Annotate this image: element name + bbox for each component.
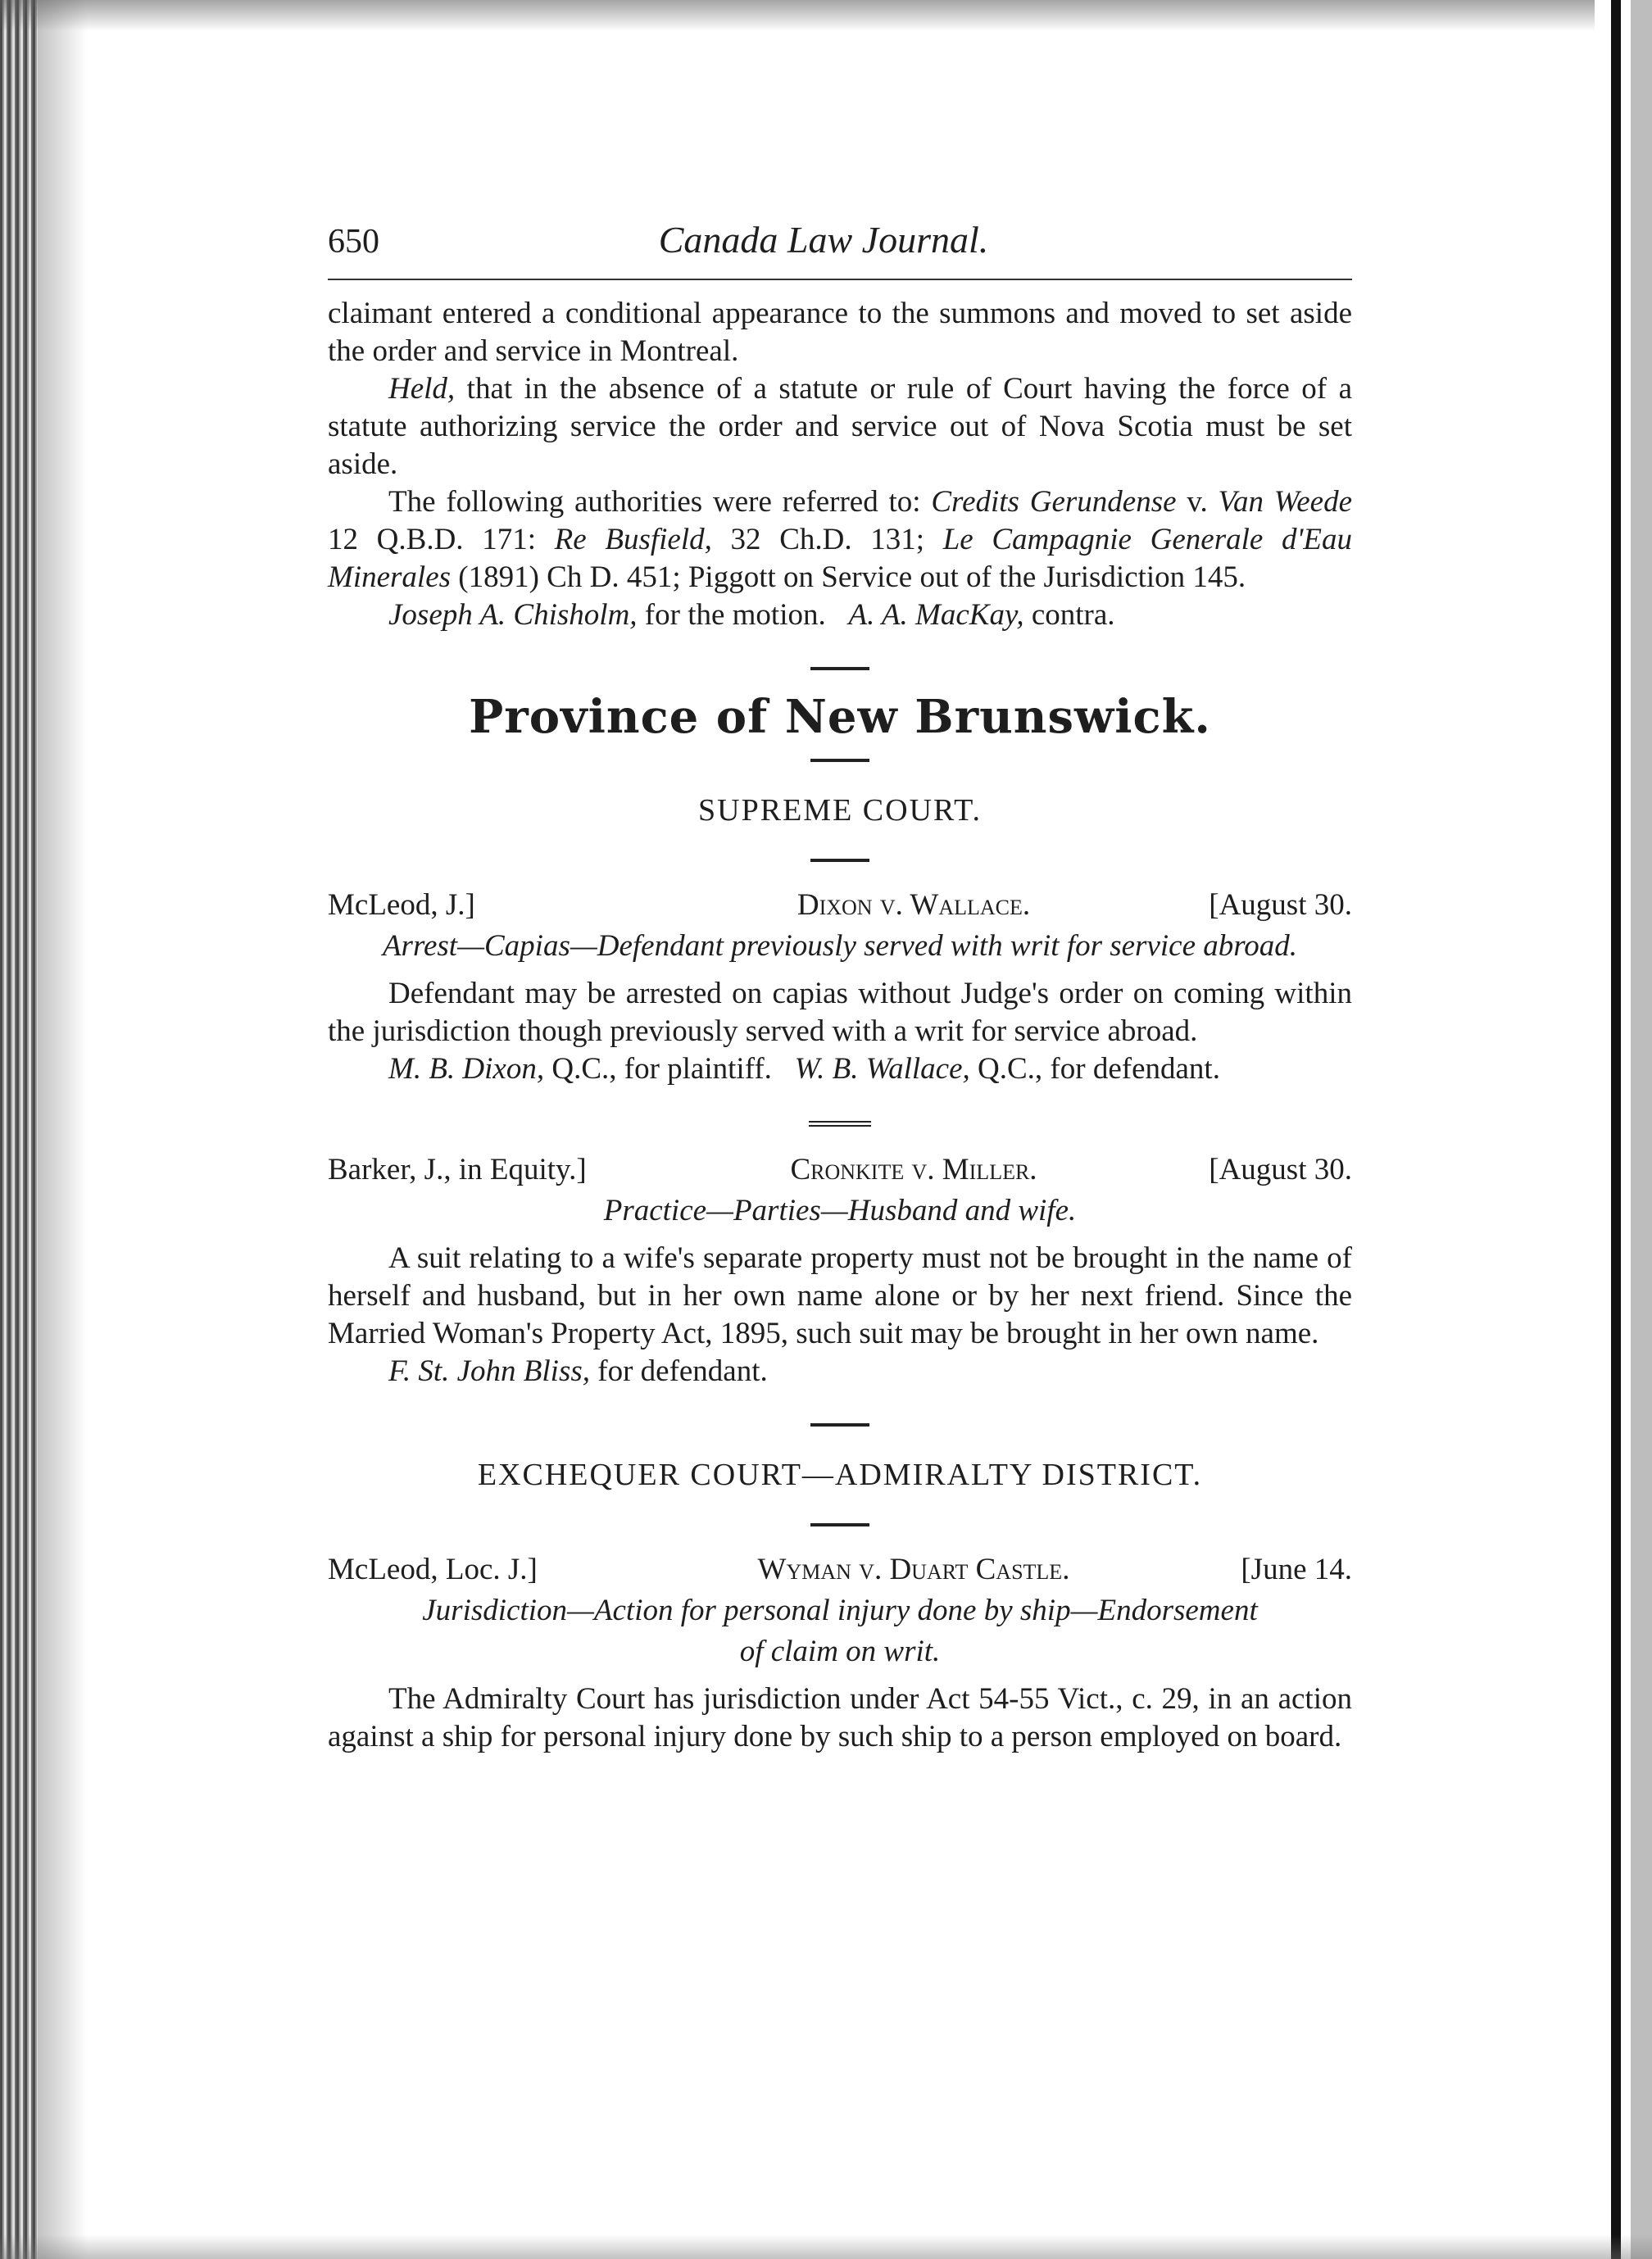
authorities-intro: The following authorities were referred to: xyxy=(388,485,932,519)
case-title: Cronkite v. Miller. xyxy=(790,1153,1037,1186)
exchequer-court-heading: EXCHEQUER COURT—ADMIRALTY DISTRICT. xyxy=(477,1458,1203,1492)
case-catchline: Jurisdiction—Action for personal injury done by ship—Endorsement xyxy=(422,1594,1258,1627)
counsel-role: Q.C., for defendant. xyxy=(969,1052,1220,1086)
case-body: A suit relating to a wife's separate property must not be brought in the name of herself and husband, but in her own name alone or by her next friend. Since the Married Woman's Property Act, 1895, such suit may be brought in her own name. xyxy=(328,1241,1352,1350)
counsel-role: Q.C., for plaintiff. xyxy=(544,1052,795,1086)
page-number: 650 xyxy=(328,223,379,261)
held-label: Held, xyxy=(388,372,456,406)
case-date: [June 14. xyxy=(1241,1553,1352,1586)
authority-1-versus: v. xyxy=(1176,485,1219,519)
supreme-court-heading: SUPREME COURT. xyxy=(698,793,982,828)
counsel-role: for defendant. xyxy=(590,1354,768,1388)
continued-paragraph: claimant entered a conditional appearance to the summons and moved to set aside the order and service in Montreal. xyxy=(328,297,1352,368)
case-judge: Barker, J., in Equity.] xyxy=(328,1153,587,1186)
authority-1-citation: 12 Q.B.D. 171: xyxy=(328,523,555,556)
authorities-paragraph xyxy=(328,483,1352,597)
case-catchline: Arrest—Capias—Defendant previously served with writ for service abroad. xyxy=(382,929,1298,963)
authority-3-citation: (1891) Ch D. 451; Piggott on Service out of the Jurisdiction 145. xyxy=(451,560,1246,594)
case-body: Defendant may be arrested on capias without Judge's order on coming within the jurisdiction though previously served with a writ for service abroad. xyxy=(328,977,1352,1048)
case-catchline: Practice—Parties—Husband and wife. xyxy=(603,1194,1077,1227)
counsel-line xyxy=(328,1353,1352,1390)
journal-title: Canada Law Journal. xyxy=(658,219,989,261)
case-title: Wyman v. Duart Castle. xyxy=(757,1553,1070,1586)
authority-3-name: Le Campagnie Generale d'Eau Minerales xyxy=(328,523,1352,594)
counsel-role: contra. xyxy=(1023,598,1115,632)
held-text: that in the absence of a statute or rule of Court having the force of a statute authorizing service the order and service out of Nova Scotia must be set aside. xyxy=(328,372,1352,481)
section-rule xyxy=(810,759,869,762)
case-judge: McLeod, Loc. J.] xyxy=(328,1553,538,1586)
counsel-name: M. B. Dixon, xyxy=(388,1052,545,1086)
held-paragraph xyxy=(328,370,1352,483)
counsel-name: W. B. Wallace, xyxy=(794,1052,970,1086)
section-rule xyxy=(810,1523,869,1526)
case-separator xyxy=(809,1121,871,1127)
scan-shadow-bottom xyxy=(0,2234,1652,2259)
case-header xyxy=(328,1151,1352,1189)
scan-edge-right xyxy=(1595,0,1652,2259)
case-title: Dixon v. Wallace. xyxy=(796,888,1031,922)
counsel-line-continued xyxy=(328,597,1352,634)
scan-edge-left xyxy=(0,0,38,2259)
counsel-name: A. A. MacKay, xyxy=(848,598,1024,632)
authority-1-name: Credits Gerundense xyxy=(931,485,1177,519)
counsel-role: for the motion. xyxy=(637,598,849,632)
case-date: [August 30. xyxy=(1209,888,1352,922)
case-catchline-continued: of claim on writ. xyxy=(739,1635,941,1668)
counsel-name: F. St. John Bliss, xyxy=(388,1354,590,1388)
running-head xyxy=(328,221,1352,280)
authority-1-name-b: Van Weede xyxy=(1218,485,1352,519)
province-heading: Province of New Brunswick. xyxy=(469,690,1211,744)
journal-page xyxy=(328,221,1352,1756)
authority-2-citation: 32 Ch.D. 131; xyxy=(711,523,943,556)
scan-shadow-top xyxy=(0,0,1652,31)
case-header xyxy=(328,1551,1352,1589)
authority-2-name: Re Busfield, xyxy=(554,523,712,556)
counsel-line xyxy=(328,1050,1352,1088)
scan-shadow-left xyxy=(38,0,87,2259)
section-rule xyxy=(810,667,869,670)
section-rule xyxy=(810,859,869,862)
case-body: The Admiralty Court has jurisdiction under Act 54-55 Vict., c. 29, in an action against a ship for personal injury done by such ship to a person employed on board. xyxy=(328,1682,1352,1753)
case-judge: McLeod, J.] xyxy=(328,888,475,922)
counsel-name: Joseph A. Chisholm, xyxy=(388,598,638,632)
case-date: [August 30. xyxy=(1209,1153,1352,1186)
case-header xyxy=(328,887,1352,924)
section-rule xyxy=(810,1423,869,1427)
